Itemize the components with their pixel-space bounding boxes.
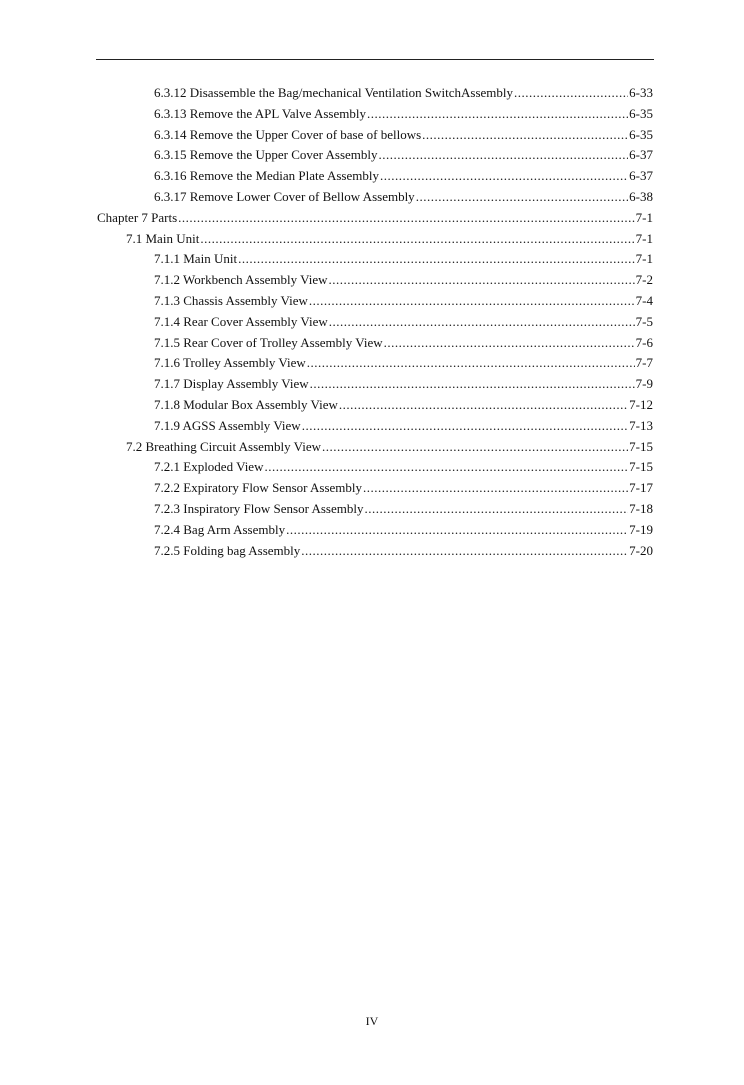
toc-entry-title: 7.1.7 Display Assembly View bbox=[154, 376, 309, 392]
toc-entry[interactable] bbox=[154, 83, 653, 104]
toc-entry[interactable] bbox=[154, 478, 653, 499]
toc-entry-page: 7-17 bbox=[629, 480, 653, 496]
toc-dot-leader bbox=[364, 499, 628, 520]
toc-entry[interactable] bbox=[154, 270, 653, 291]
toc-entry-page: 7-1 bbox=[635, 209, 653, 225]
toc-dot-leader bbox=[514, 83, 628, 104]
toc-dot-leader bbox=[302, 416, 628, 437]
toc-entry[interactable] bbox=[154, 333, 653, 354]
toc-entry-title: 6.3.16 Remove the Median Plate Assembly bbox=[154, 168, 379, 184]
toc-dot-leader bbox=[329, 312, 635, 333]
toc-dot-leader bbox=[309, 291, 635, 312]
toc-entry-page: 6-35 bbox=[629, 126, 653, 142]
toc-dot-leader bbox=[286, 520, 628, 541]
toc-entry-page: 6-38 bbox=[629, 189, 653, 204]
toc-entry-title: Chapter 7 Parts bbox=[97, 209, 178, 225]
toc-entry-title: 6.3.12 Disassemble the Bag/mechanical Ventilation SwitchAssembly bbox=[154, 85, 514, 100]
toc-entry-page: 7-2 bbox=[635, 272, 653, 288]
toc-entry[interactable] bbox=[154, 104, 653, 125]
toc-dot-leader bbox=[416, 187, 628, 208]
toc-entry-title: 7.1.9 AGSS Assembly View bbox=[154, 417, 301, 433]
toc-dot-leader bbox=[264, 457, 628, 478]
toc-entry-page: 7-1 bbox=[635, 251, 653, 267]
toc-dot-leader bbox=[322, 437, 628, 458]
toc-entry-page: 6-35 bbox=[629, 105, 653, 121]
toc-entry-title: 7.2 Breathing Circuit Assembly View bbox=[126, 438, 322, 454]
toc-entry-title: 7.1.6 Trolley Assembly View bbox=[154, 355, 306, 371]
toc-entry-title: 7.1.5 Rear Cover of Trolley Assembly View bbox=[154, 334, 383, 350]
toc-dot-leader bbox=[178, 208, 635, 229]
toc-dot-leader bbox=[310, 374, 635, 395]
toc-entry[interactable] bbox=[97, 208, 653, 229]
page-number: IV bbox=[365, 1014, 379, 1028]
toc-entry[interactable] bbox=[154, 312, 653, 333]
toc-dot-leader bbox=[301, 541, 628, 562]
toc-entry-page: 6-37 bbox=[629, 147, 653, 163]
toc-entry[interactable] bbox=[154, 249, 653, 270]
toc-entry-page: 6-33 bbox=[629, 85, 653, 100]
toc-entry[interactable] bbox=[154, 374, 653, 395]
toc-entry-page: 7-7 bbox=[635, 355, 653, 371]
toc-dot-leader bbox=[329, 270, 635, 291]
toc-entry[interactable] bbox=[154, 353, 653, 374]
toc-entry-title: 6.3.13 Remove the APL Valve Assembly bbox=[154, 105, 366, 121]
toc-entry-page: 6-37 bbox=[629, 168, 653, 184]
toc-entry-page: 7-9 bbox=[635, 376, 653, 392]
toc-entry-title: 7.1.2 Workbench Assembly View bbox=[154, 272, 328, 288]
toc-dot-leader bbox=[363, 478, 628, 499]
toc-entry[interactable] bbox=[154, 125, 653, 146]
toc-entry-title: 7.1.3 Chassis Assembly View bbox=[154, 293, 308, 308]
toc-entry[interactable] bbox=[154, 541, 653, 562]
toc-entry-page: 7-4 bbox=[635, 293, 653, 308]
toc-entry-page: 7-6 bbox=[635, 334, 653, 350]
toc-dot-leader bbox=[339, 395, 628, 416]
toc-dot-leader bbox=[380, 166, 628, 187]
toc-entry-title: 6.3.15 Remove the Upper Cover Assembly bbox=[154, 147, 378, 163]
toc-dot-leader bbox=[238, 249, 635, 270]
toc-entry-page: 7-19 bbox=[629, 521, 653, 537]
toc-entry-page: 7-5 bbox=[635, 313, 653, 329]
toc-entry[interactable] bbox=[154, 499, 653, 520]
toc-entry[interactable] bbox=[154, 145, 653, 166]
toc-entry-title: 7.2.1 Exploded View bbox=[154, 459, 264, 475]
toc-dot-leader bbox=[384, 333, 635, 354]
toc-entry[interactable] bbox=[154, 166, 653, 187]
toc-entry-title: 7.1 Main Unit bbox=[126, 230, 200, 246]
toc-entry-title: 7.2.4 Bag Arm Assembly bbox=[154, 521, 286, 537]
toc-entry[interactable] bbox=[154, 395, 653, 416]
toc-entry-title: 7.2.2 Expiratory Flow Sensor Assembly bbox=[154, 480, 362, 496]
toc-entry-page: 7-18 bbox=[629, 501, 653, 516]
toc-dot-leader bbox=[422, 125, 628, 146]
toc-entry-page: 7-20 bbox=[629, 542, 653, 558]
toc-entry-title: 7.2.3 Inspiratory Flow Sensor Assembly bbox=[154, 501, 364, 516]
header-rule bbox=[96, 59, 654, 60]
toc-entry-title: 6.3.17 Remove Lower Cover of Bellow Assembly bbox=[154, 189, 415, 204]
toc-entry-title: 7.2.5 Folding bag Assembly bbox=[154, 542, 301, 558]
toc-entry[interactable] bbox=[154, 457, 653, 478]
toc-entry[interactable] bbox=[126, 437, 653, 458]
toc-entry-title: 6.3.14 Remove the Upper Cover of base of bellows bbox=[154, 126, 422, 142]
toc-entry-title: 7.1.4 Rear Cover Assembly View bbox=[154, 313, 328, 329]
toc-entry[interactable] bbox=[154, 416, 653, 437]
toc-dot-leader bbox=[367, 104, 628, 125]
toc-dot-leader bbox=[307, 353, 635, 374]
toc-dot-leader bbox=[200, 229, 634, 250]
toc-entry-title: 7.1.8 Modular Box Assembly View bbox=[154, 397, 338, 412]
toc-entry-page: 7-1 bbox=[635, 230, 653, 246]
toc-entry-title: 7.1.1 Main Unit bbox=[154, 251, 238, 267]
toc-entry[interactable] bbox=[154, 291, 653, 312]
toc-entry-page: 7-12 bbox=[629, 397, 653, 412]
toc-entry[interactable] bbox=[154, 187, 653, 208]
toc-entry-page: 7-13 bbox=[629, 417, 653, 433]
toc-entry-page: 7-15 bbox=[629, 459, 653, 475]
toc-dot-leader bbox=[379, 145, 629, 166]
toc-entry[interactable] bbox=[126, 229, 653, 250]
toc-entry[interactable] bbox=[154, 520, 653, 541]
toc-entry-page: 7-15 bbox=[629, 438, 653, 454]
